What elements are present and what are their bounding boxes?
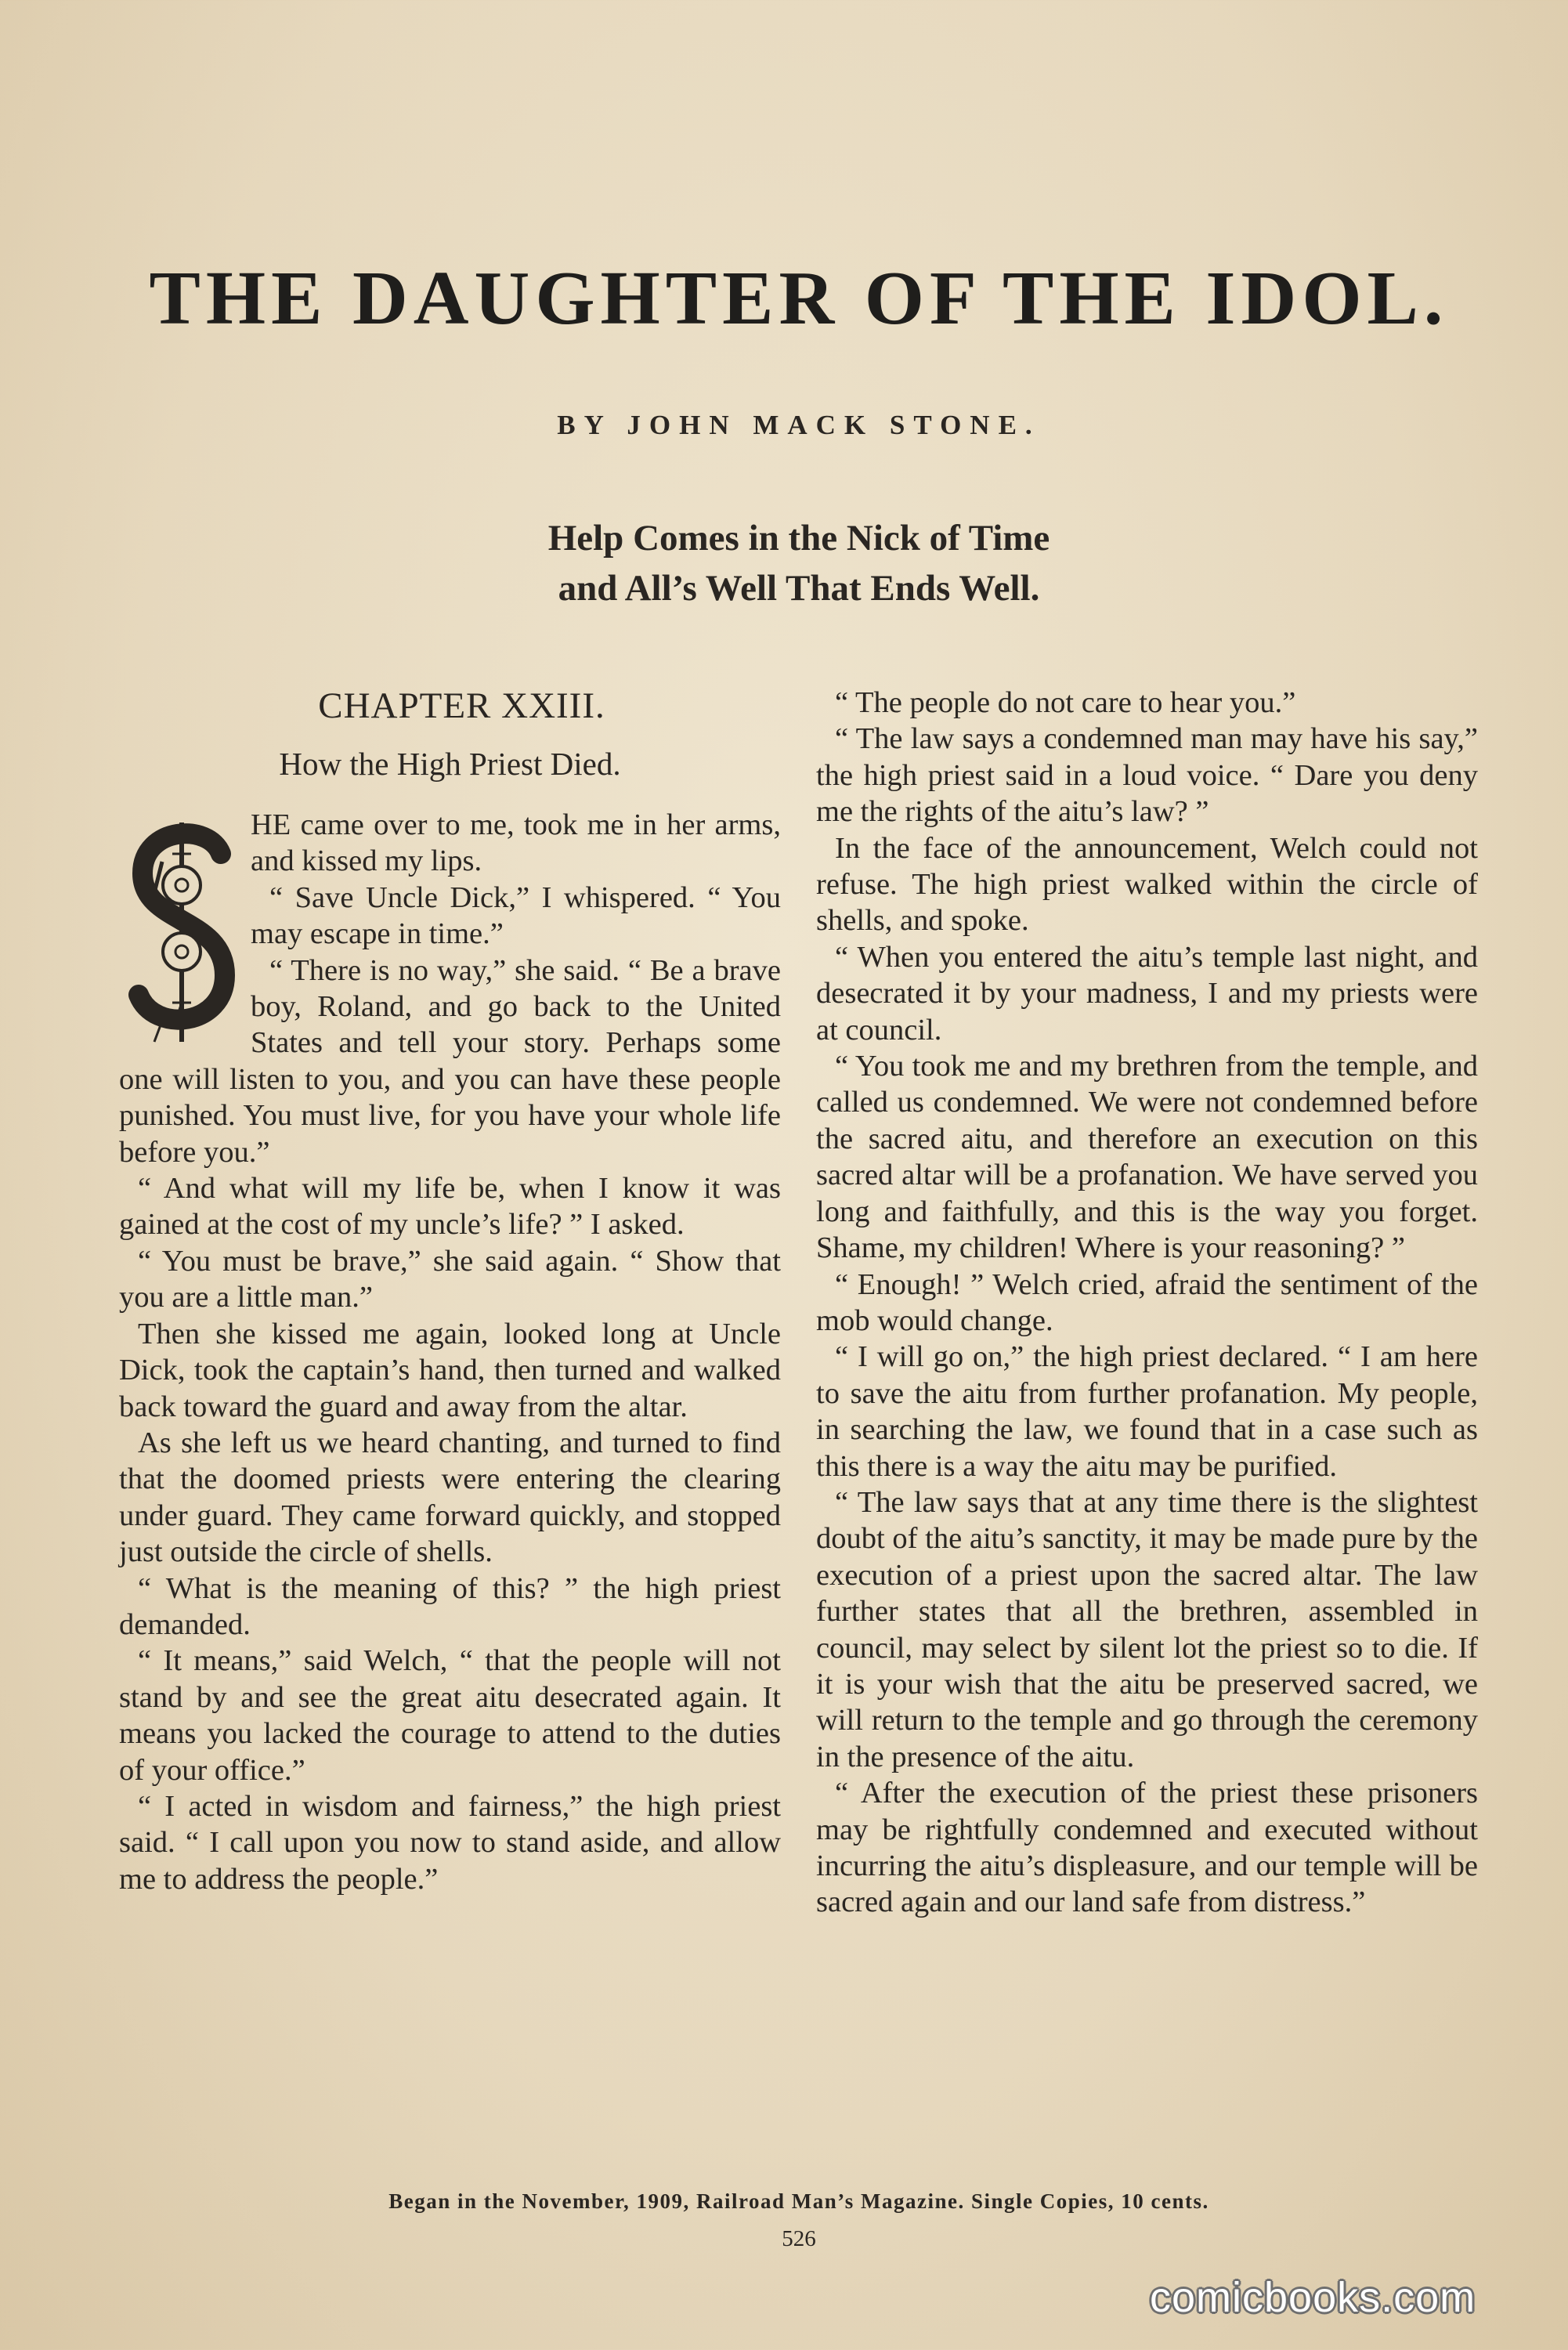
paragraph: “ What is the meaning of this? ” the high priest demanded. (119, 1571, 781, 1641)
paragraph: “ I acted in wisdom and fairness,” the high priest said. “ I call upon you now to stand aside, and allow me to address the people.” (119, 1789, 781, 1896)
paragraph: “ The law says a condemned man may have his say,” the high priest said in a loud voice. “ Dare you deny me the rights of the aitu’s law? ” (816, 722, 1478, 829)
paragraph: Then she kissed me again, looked long at Uncle Dick, took the captain’s hand, then turned and walked back toward the guard and away from the altar. (119, 1317, 781, 1423)
paragraph: “ The law says that at any time there is the slightest doubt of the aitu’s sanctity, it may be made pure by the execution of a priest upon the sacred altar. The law further states that all the brethren, assembled in council, may select by silent lot the priest so to die. If it is your wish that the aitu be preserved sacred, we will return to the temple and go through the ceremony in the presence of the aitu. (816, 1485, 1478, 1773)
chapter-heading: CHAPTER XXIII. (318, 685, 605, 726)
decorative-drop-cap (119, 807, 244, 1058)
article-title: THE DAUGHTER OF THE IDOL. (149, 256, 1449, 341)
subtitle-line-1: Help Comes in the Nick of Time (547, 518, 1050, 559)
article-subtitle (0, 513, 1568, 613)
subtitle-line-2: and All’s Well That Ends Well. (558, 568, 1040, 609)
paragraph: “ It means,” said Welch, “ that the people will not stand by and see the great aitu desecrated again. It means you lacked the courage to attend to the duties of your office.” (119, 1644, 781, 1787)
paragraph: HE came over to me, took me in her arms, and kissed my lips. (251, 808, 781, 878)
paragraph: In the face of the announcement, Welch could not refuse. The high priest walked within the circle of shells, and spoke. (816, 831, 1478, 938)
paragraph: “ And what will my life be, when I know it was gained at the cost of my uncle’s life? ” I asked. (119, 1172, 781, 1242)
paragraph: “ I will go on,” the high priest declared. “ I am here to save the aitu from further profanation. My people, in searching the law, we found that in a case such as this there is a way the aitu may be purified. (816, 1340, 1478, 1483)
site-watermark: comicbooks.com (1150, 2274, 1476, 2321)
paragraph: “ You took me and my brethren from the temple, and called us condemned. We were not condemned before the sacred aitu, and therefore an execution on this sacred altar will be a profanation. We have served you long and faithfully, and this is the way you forget. Shame, my children! Where is your reasoning? ” (816, 1050, 1478, 1265)
paragraph: “ After the execution of the priest these prisoners may be rightfully condemned and executed without incurring the aitu’s displeasure, and our temple will be sacred again and our land safe from distress.” (816, 1777, 1478, 1919)
paragraph: “ Enough! ” Welch cried, afraid the sentiment of the mob would change. (816, 1267, 1478, 1337)
paragraph: “ You must be brave,” she said again. “ Show that you are a little man.” (119, 1244, 781, 1314)
article-byline: BY JOHN MACK STONE. (557, 410, 1041, 440)
paragraph: “ When you entered the aitu’s temple last night, and desecrated it by your madness, I and my priests were at council. (816, 940, 1478, 1047)
paragraph: “ The people do not care to hear you.” (835, 686, 1296, 719)
right-column (816, 685, 1478, 1921)
serial-note: Began in the November, 1909, Railroad Man’s Magazine. Single Copies, 10 cents. (388, 2189, 1209, 2213)
paragraph: “ There is no way,” she said. “ Be a brave boy, Roland, and go back to the United States and tell your story. Perhaps some one will listen to you, and you can have these people punished. You must live, for you have your whole life before you.” (119, 953, 781, 1169)
left-column (119, 682, 781, 1897)
chapter-subheading: How the High Priest Died. (279, 746, 621, 782)
drop-cap-s-icon (119, 807, 244, 1058)
paragraph: “ Save Uncle Dick,” I whispered. “ You may escape in time.” (251, 880, 781, 951)
paragraph: As she left us we heard chanting, and turned to find that the doomed priests were entering the clearing under guard. They came forward quickly, and stopped just outside the circle of shells. (119, 1426, 781, 1569)
page-number: 526 (782, 2226, 816, 2251)
